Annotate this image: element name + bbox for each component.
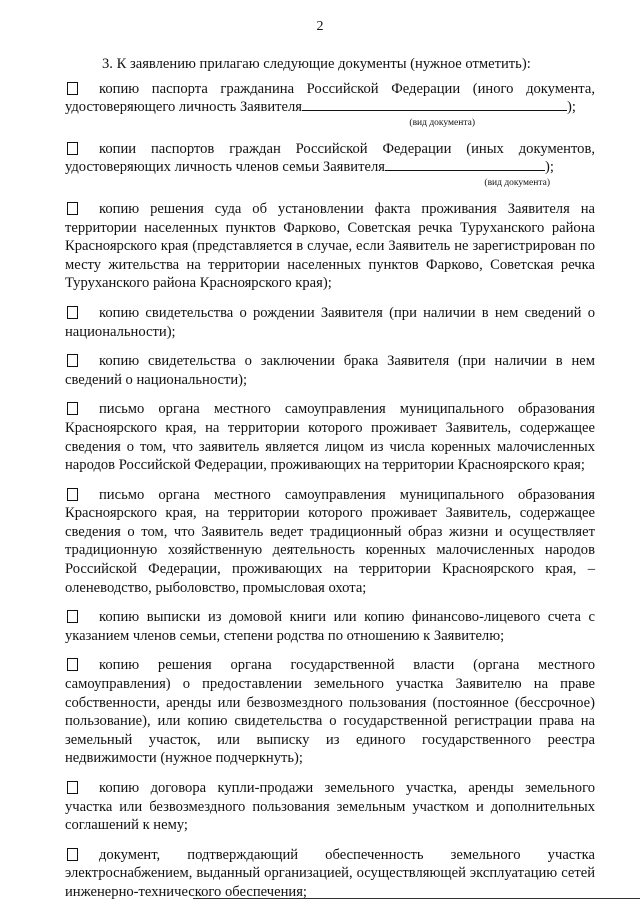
attachment-item-traditional-lifestyle-letter — [65, 486, 595, 598]
item-text: копию выписки из домовой книги или копию финансово-лицевого счета с указанием членов семьи, степени родства по отношению к Заявителю; — [65, 609, 595, 644]
attachment-item-birth-certificate — [65, 304, 595, 341]
item-text: копию свидетельства о заключении брака Заявителя (при наличии в нем сведений о национальности); — [65, 353, 595, 388]
item-text: копии паспортов граждан Российской Федерации (иных документов, удостоверяющих личность членов семьи Заявителя — [65, 140, 595, 176]
attachment-item-court-decision — [65, 200, 595, 293]
bottom-rule — [193, 898, 640, 899]
checkbox[interactable] — [67, 848, 78, 861]
attachment-item-family-passports: копии паспортов граждан Российской Федерации (иных документов, удостоверяющих личность членов семьи Заявителя ); (вид документа) — [65, 140, 595, 188]
item-text: письмо органа местного самоуправления муниципального образования Красноярского края, на территории которого проживает Заявитель, содержащее сведения о том, что заявитель является лицом из числа коренных малочисленных народов Российской Федерации, проживающих на территории Красноярского края; — [65, 401, 595, 474]
checkbox[interactable] — [67, 781, 78, 794]
checkbox[interactable] — [67, 658, 78, 671]
item-text: копию паспорта гражданина Российской Федерации (иного документа, удостоверяющего личность Заявителя — [65, 80, 595, 116]
checkbox[interactable] — [67, 402, 78, 415]
checkbox[interactable] — [67, 488, 78, 501]
section-intro: 3. К заявлению прилагаю следующие документы (нужное отметить): — [102, 56, 531, 72]
document-type-field[interactable] — [302, 98, 567, 111]
attachment-item-indigenous-letter — [65, 400, 595, 474]
attachment-item-house-book-extract — [65, 608, 595, 645]
item-text: письмо органа местного самоуправления муниципального образования Красноярского края, на территории которого проживает Заявитель, содержащее сведения о том, что Заявитель ведет традиционный образ жизни и осуществляет традиционную хозяйственную деятельность коренных малочисленных народов Российской Федерации, проживающих на территории Красноярского края, – оленеводство, рыболовство, промысловая охота; — [65, 486, 595, 596]
attachment-item-land-decision — [65, 656, 595, 768]
checkbox[interactable] — [67, 354, 78, 367]
document-type-field[interactable] — [385, 158, 545, 171]
field-caption: (вид документа) — [409, 117, 475, 128]
item-text: копию свидетельства о рождении Заявителя (при наличии в нем сведений о национальности); — [65, 304, 595, 340]
checkbox[interactable] — [67, 610, 78, 623]
attachment-item-land-contract — [65, 779, 595, 835]
attachment-item-electricity-document — [65, 846, 595, 902]
document-body — [65, 55, 595, 913]
page-number: 2 — [316, 19, 324, 34]
checkbox[interactable] — [67, 202, 78, 215]
attachment-item-marriage-certificate — [65, 352, 595, 389]
item-text: копию решения органа государственной власти (органа местного самоуправления) о предоставлении земельного участка Заявителю на праве собственности, аренды или безвозмездного пользования (постоянное (бессрочное) пользование), или копию свидетельства о государственной регистрации права на земельный участок, или выписку из единого государственного реестра недвижимости (нужное подчеркнуть); — [65, 657, 595, 767]
item-text: документ, подтверждающий обеспеченность земельного участка электроснабжением, выданный организацией, осуществляющей эксплуатацию сетей инженерно-технического обеспечения; — [65, 846, 595, 900]
field-caption: (вид документа) — [484, 177, 550, 188]
checkbox[interactable] — [67, 306, 78, 319]
item-text: копию решения суда об установлении факта проживания Заявителя на территории населенных пунктов Фарково, Советская речка Туруханского района Красноярского края (представляется в случае, если Заявитель не зарегистрирован по месту жительства на территории населенных пунктов Фарково, Советская речка Туруханского района Красноярского края); — [65, 200, 595, 292]
item-text: копию договора купли-продажи земельного участка, аренды земельного участка или безвозмездного пользования земельным участком и дополнительных соглашений к нему; — [65, 780, 595, 834]
checkbox[interactable] — [67, 82, 78, 95]
attachment-item-passport: копию паспорта гражданина Российской Федерации (иного документа, удостоверяющего личность Заявителя ); (вид документа) — [65, 80, 595, 128]
checkbox[interactable] — [67, 142, 78, 155]
